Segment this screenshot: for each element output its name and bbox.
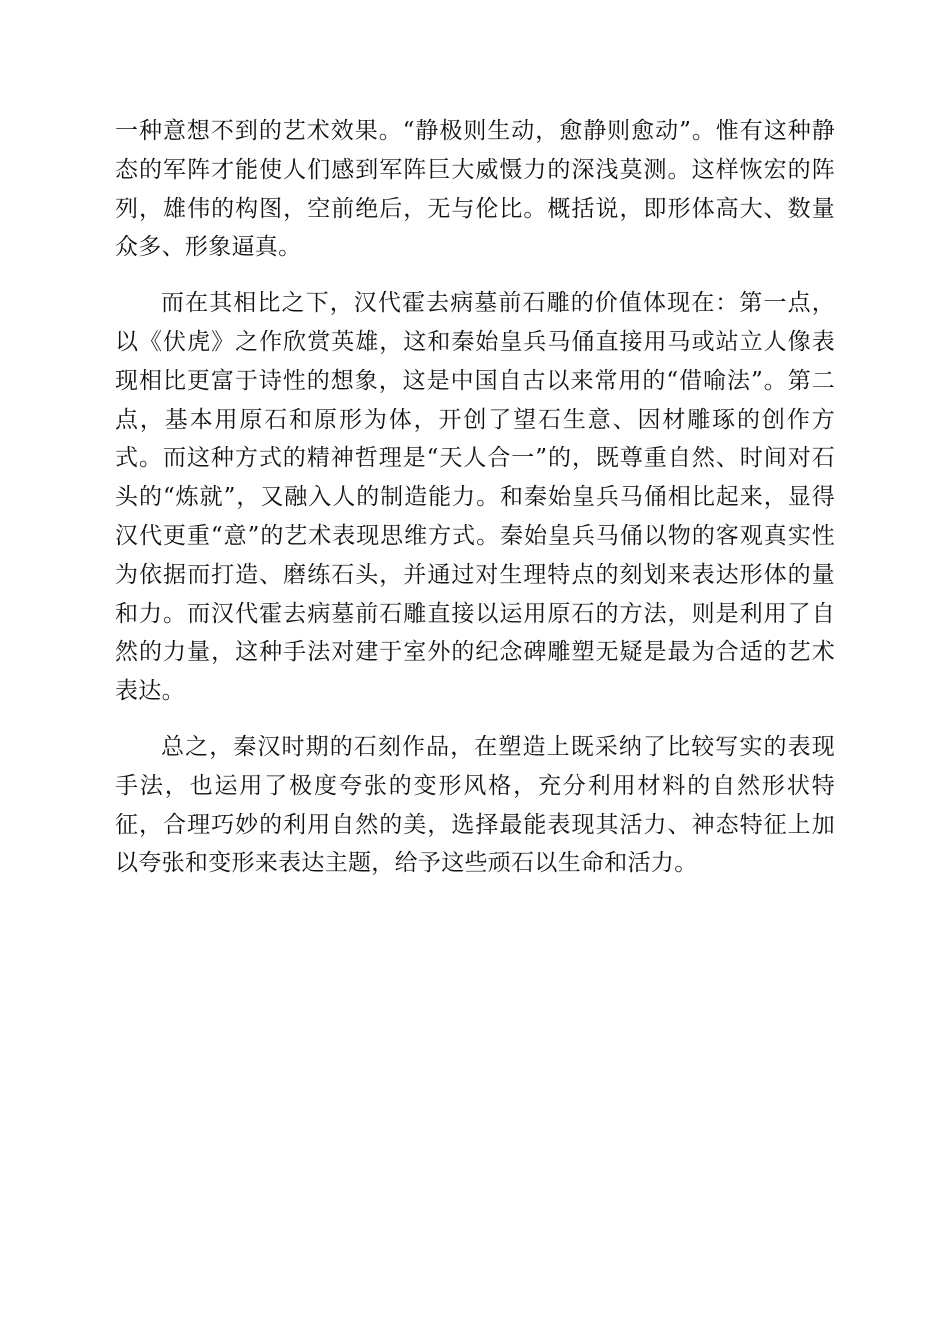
- paragraph-continuation: 一种意想不到的艺术效果。“静极则生动，愈静则愈动”。惟有这种静态的军阵才能使人们感到军阵巨大威慑力的深浅莫测。这样恢宏的阵列，雄伟的构图，空前绝后，无与伦比。概括说，即形体高大、数量众多、形象逼真。: [115, 118, 835, 261]
- document-body: [115, 112, 835, 900]
- paragraph-comparison: 而在其相比之下，汉代霍去病墓前石雕的价值体现在：第一点，以《伏虎》之作欣赏英雄，这和秦始皇兵马俑直接用马或站立人像表现相比更富于诗性的想象，这是中国自古以来常用的“借喻法”。第二点，基本用原石和原形为体，开创了望石生意、因材雕琢的创作方式。而这种方式的精神哲理是“天人合一”的，既尊重自然、时间对石头的“炼就”，又融入人的制造能力。和秦始皇兵马俑相比起来，显得汉代更重“意”的艺术表现思维方式。秦始皇兵马俑以物的客观真实性为依据而打造、磨练石头，并通过对生理特点的刻划来表达形体的量和力。而汉代霍去病墓前石雕直接以运用原石的方法，则是利用了自然的力量，这种手法对建于室外的纪念碑雕塑无疑是最为合适的艺术表达。: [115, 290, 835, 705]
- paragraph-conclusion: 总之，秦汉时期的石刻作品，在塑造上既采纳了比较写实的表现手法，也运用了极度夸张的变形风格，充分利用材料的自然形状特征，合理巧妙的利用自然的美，选择最能表现其活力、神态特征上加以夸张和变形来表达主题，给予这些顽石以生命和活力。: [115, 733, 835, 877]
